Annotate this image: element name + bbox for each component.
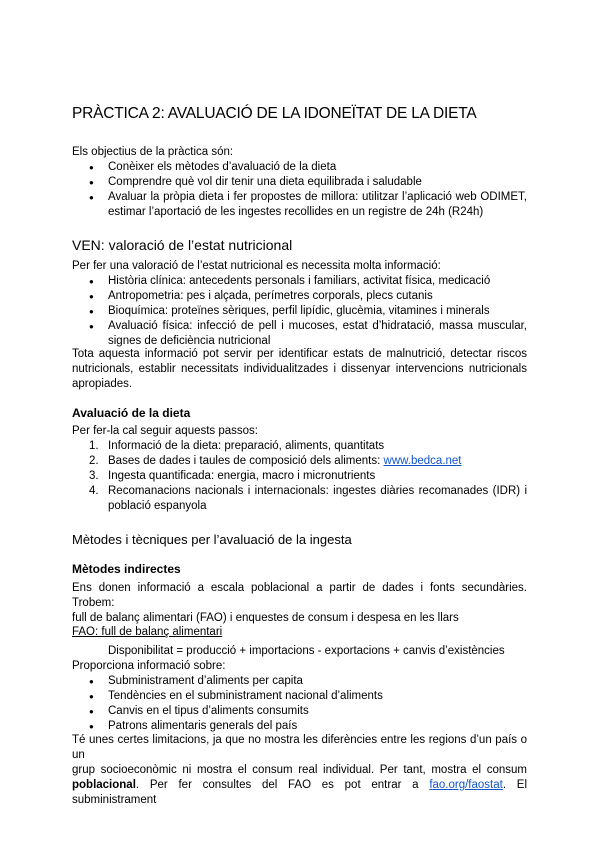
section-heading-methods: Mètodes i tècniques per l’avaluació de la ingesta [72, 532, 352, 547]
diet-eval-intro: Per fer-la cal seguir aquests passos: [72, 425, 259, 437]
ven-paragraph [72, 347, 527, 392]
list-item: ● Avaluació física: infecció de pell i mucoses, estat d’hidratació, massa muscular, [72, 319, 527, 334]
list-item: 4. Recomanacions nacionals i internacionals: ingestes diàries recomanades (IDR) i [89, 485, 527, 497]
list-item: ● Subministrament d’aliments per capita [72, 674, 527, 689]
list-item-continuation: signes de deficiència nutricional [108, 335, 271, 347]
ven-intro: Per fer una valoració de l’estat nutricional es necessita molta informació: [72, 260, 441, 272]
limitations-paragraph [72, 733, 527, 808]
list-item: ● Conèixer els mètodes d’avaluació de la dieta [72, 160, 527, 175]
subheading-indirect: Mètodes indirectes [72, 562, 181, 576]
list-item: ● Tendències en el subministrament nacional d’aliments [72, 689, 527, 704]
paragraph-line: Tota aquesta informació pot servir per identificar estats de malnutrició, detectar riscos [72, 348, 527, 360]
paragraph-line: apropiades. [72, 378, 133, 390]
section-heading-ven: VEN: valoració de l’estat nutricional [72, 237, 293, 253]
list-item-continuation: població espanyola [108, 500, 207, 512]
indirect-paragraph [72, 581, 527, 626]
section-heading-diet-eval: Avaluació de la dieta [72, 406, 191, 420]
ven-list [72, 274, 527, 349]
formula: Disponibilitat = producció + importacions - exportacions + canvis d’existències [108, 645, 505, 657]
list-item: ● Avaluar la pròpia dieta i fer propostes de millora: utilitzar l’aplicació web ODIMET, [72, 190, 527, 205]
list-item: ● Comprendre què vol dir tenir una dieta equilibrada i saludable [72, 175, 527, 190]
faostat-link[interactable]: fao.org/faostat [429, 779, 503, 791]
list-item-continuation: estimar l’aportació de les ingestes recollides en un registre de 24h (R24h) [108, 206, 484, 218]
page-title: PRÀCTICA 2: AVALUACIÓ DE LA IDONEÏTAT DE LA DIETA [72, 105, 477, 122]
paragraph-line: Té unes certes limitacions, ja que no mostra les diferències entre les regions d’un país o un [72, 734, 527, 761]
paragraph-line: full de balanç alimentari (FAO) i enquestes de consum i despesa en les llars [72, 612, 459, 624]
paragraph-line: nutricionals, establir necessitats individualitzades i dissenyar intervencions nutricionals [72, 363, 527, 375]
bedca-link[interactable]: www.bedca.net [383, 455, 462, 467]
list-item: 2. Bases de dades i taules de composició dels aliments: www.bedca.net [89, 455, 462, 467]
info-intro: Proporciona informació sobre: [72, 660, 226, 672]
list-item: ● Patrons alimentaris generals del país [72, 719, 527, 734]
list-item: ● Bioquímica: proteïnes sèriques, perfil lipídic, glucèmia, vitamines i minerals [72, 304, 527, 319]
list-item: 1. Informació de la dieta: preparació, aliments, quantitats [89, 440, 385, 452]
list-item: ● Història clínica: antecedents personals i familiars, activitat física, medicació [72, 274, 527, 289]
paragraph-line: grup socioeconòmic ni mostra el consum real individual. Per tant, mostra el consum [72, 764, 527, 776]
objectives-intro: Els objectius de la pràctica són: [72, 146, 234, 158]
paragraph-line: Ens donen informació a escala poblacional a partir de dades i fonts secundàries. Trobem: [72, 582, 527, 609]
paragraph-line: poblacional. Per fer consultes del FAO es pot entrar a fao.org/faostat. El subministrament [72, 779, 528, 806]
fao-heading: FAO: full de balanç alimentari [72, 626, 223, 638]
fao-info-list [72, 674, 527, 734]
objectives-list [72, 160, 527, 220]
diet-eval-steps [72, 439, 527, 514]
list-item: ● Antropometria: pes i alçada, perímetres corporals, plecs cutanis [72, 289, 527, 304]
list-item: 3. Ingesta quantificada: energia, macro i micronutrients [89, 470, 376, 482]
list-item: ● Canvis en el tipus d’aliments consumits [72, 704, 527, 719]
